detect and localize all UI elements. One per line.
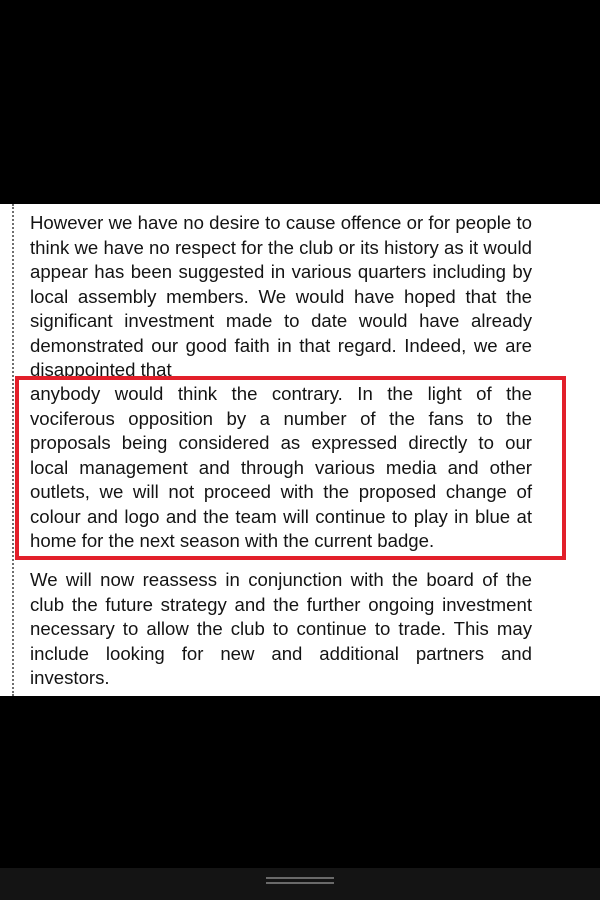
- paragraph-closing: We will now reassess in conjunction with the board of the club the future strategy and the further ongoing investment necessary to allow the club to continue to trade. This may include looking for new and additional partners and investors.: [30, 569, 532, 688]
- paragraph-highlighted: anybody would think the contrary. In the light of the vociferous opposition by a number of the fans to the proposals being considered as expressed directly to our local management and through various media and other outlets, we will not proceed with the proposed change of colour and logo and the team will continue to play in blue at home for the next season with the current badge.: [30, 383, 532, 551]
- document-page[interactable]: [0, 204, 600, 696]
- grip-lines-icon[interactable]: [266, 877, 334, 889]
- page-margin-line: [12, 204, 14, 696]
- paragraph-intro: However we have no desire to cause offence or for people to think we have no respect for the club or its history as it would appear has been suggested in various quarters including by local assembly members. We would have hoped that the significant investment made to date would have already demonstrated our good faith in that regard. Indeed, we are disappointed that: [30, 212, 532, 380]
- bottom-toolbar: [0, 868, 600, 900]
- highlight-box: [15, 376, 566, 560]
